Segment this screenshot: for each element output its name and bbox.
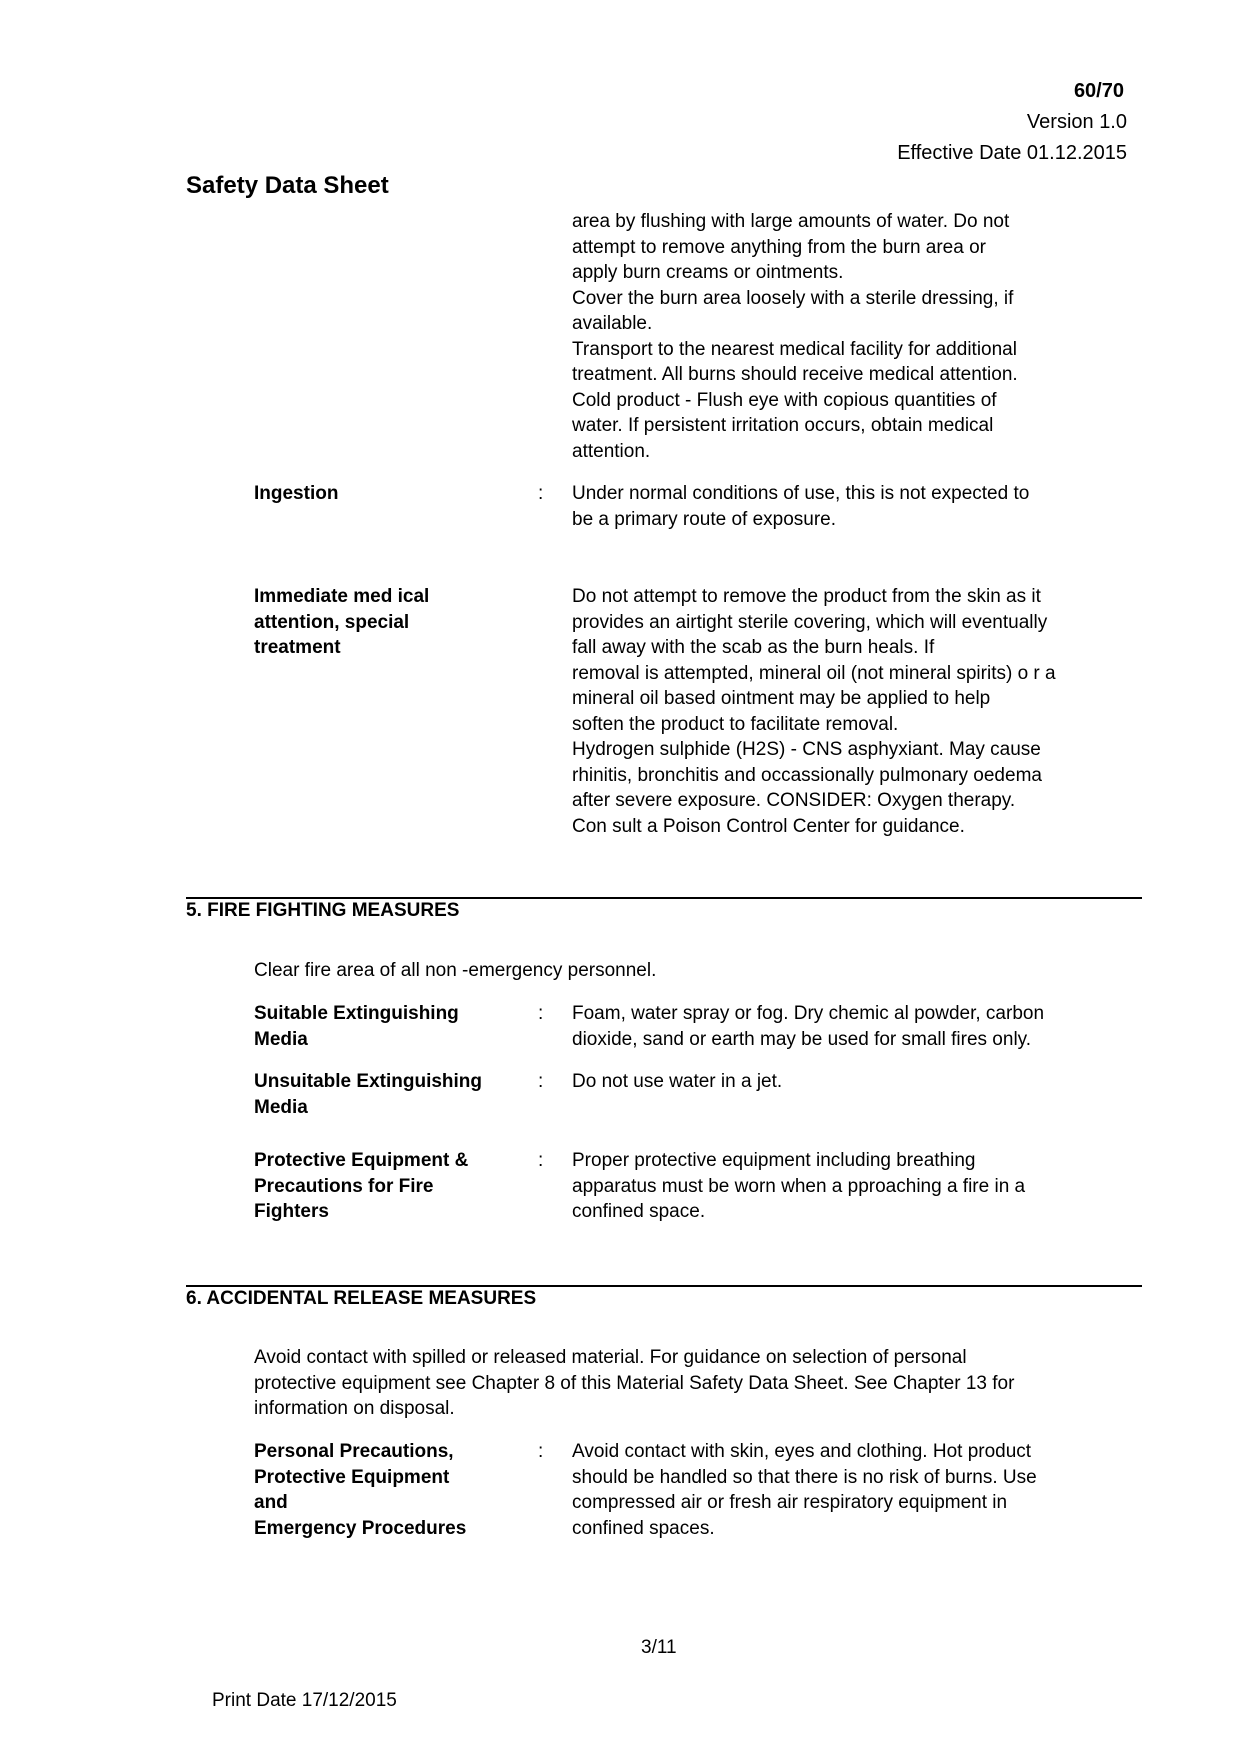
text-line: protective equipment see Chapter 8 of this Material Safety Data Sheet. See Chapter 13 for: [254, 1372, 1015, 1394]
text-line: Proper protective equipment including breathing: [572, 1150, 976, 1171]
label-line: Fighters: [254, 1201, 329, 1222]
text-line: compressed air or fresh air respiratory equipment in: [572, 1492, 1008, 1513]
page-number: 3/11: [641, 1637, 677, 1658]
text-line: available.: [572, 313, 653, 334]
text-line: be a primary route of exposure.: [572, 508, 837, 530]
section-6-title: 6. ACCIDENTAL RELEASE MEASURES: [186, 1288, 537, 1309]
text-line: Hydrogen sulphide (H2S) - CNS asphyxiant. May cause: [572, 739, 1041, 760]
label-line: treatment: [254, 637, 341, 658]
label-line: attention, special: [254, 611, 410, 633]
text-line: Cold product - Flush eye with copious quantities of: [572, 389, 997, 411]
text-line: Avoid contact with spilled or released material. For guidance on selection of personal: [254, 1347, 967, 1368]
text-line: provides an airtight sterile covering, which will eventually: [572, 611, 1048, 633]
ingestion-colon: :: [538, 483, 544, 504]
label-line: Protective Equipment: [254, 1466, 450, 1488]
text-line: soften the product to facilitate removal.: [572, 713, 899, 735]
text-line: should be handled so that there is no risk of burns. Use: [572, 1466, 1037, 1488]
protective-equipment-colon: :: [538, 1150, 544, 1171]
text-line: dioxide, sand or earth may be used for small fires only.: [572, 1028, 1032, 1050]
text-line: removal is attempted, mineral oil (not mineral spirits) o r a: [572, 662, 1056, 684]
document-title: Safety Data Sheet: [186, 172, 389, 199]
unsuitable-media-colon: :: [538, 1071, 544, 1092]
text-line: Do not use water in a jet.: [572, 1071, 783, 1092]
text-line: after severe exposure. CONSIDER: Oxygen therapy.: [572, 790, 1016, 811]
label-line: Unsuitable Extinguishing: [254, 1071, 483, 1092]
ingestion-text: [572, 481, 1152, 532]
text-line: Con sult a Poison Control Center for guidance.: [572, 815, 965, 837]
effective-date: Effective Date 01.12.2015: [897, 142, 1127, 164]
text-line: fall away with the scab as the burn heals. If: [572, 637, 935, 658]
label-line: and: [254, 1492, 288, 1513]
text-line: Cover the burn area loosely with a sterile dressing, if: [572, 287, 1014, 309]
suitable-media-label: [254, 1001, 524, 1052]
personal-precautions-label: [254, 1439, 524, 1541]
suitable-media-colon: :: [538, 1003, 544, 1024]
text-line: confined space.: [572, 1201, 706, 1222]
section-5-intro: [254, 958, 1134, 984]
section-5-rule: [186, 897, 1142, 899]
text-line: area by flushing with large amounts of water. Do not: [572, 211, 1010, 232]
print-date: Print Date 17/12/2015: [212, 1690, 397, 1711]
label-line: Protective Equipment &: [254, 1150, 469, 1171]
unsuitable-media-label: [254, 1069, 524, 1120]
label-line: Precautions for Fire: [254, 1175, 434, 1197]
text-line: Under normal conditions of use, this is not expected to: [572, 483, 1030, 504]
text-line: Avoid contact with skin, eyes and clothing. Hot product: [572, 1441, 1032, 1462]
text-line: water. If persistent irritation occurs, obtain medical: [572, 415, 994, 436]
continued-text: [572, 209, 1152, 464]
label-line: Media: [254, 1028, 308, 1050]
label-line: Media: [254, 1096, 308, 1118]
text-line: Transport to the nearest medical facility for additional: [572, 338, 1017, 360]
text-line: information on disposal.: [254, 1398, 455, 1419]
protective-equipment-text: [572, 1148, 1152, 1225]
personal-precautions-colon: :: [538, 1441, 544, 1462]
section-5-title: 5. FIRE FIGHTING MEASURES: [186, 900, 460, 921]
text-line: treatment. All burns should receive medical attention.: [572, 364, 1018, 385]
text-line: rhinitis, bronchitis and occassionally pulmonary oedema: [572, 764, 1042, 786]
label-line: Immediate med ical: [254, 586, 430, 607]
version: Version 1.0: [1026, 111, 1127, 133]
text-line: attention.: [572, 440, 651, 462]
text-line: Foam, water spray or fog. Dry chemic al powder, carbon: [572, 1003, 1045, 1024]
label-line: Suitable Extinguishing: [254, 1003, 459, 1024]
text-line: mineral oil based ointment may be applied to help: [572, 688, 991, 709]
text-line: Clear fire area of all non -emergency personnel.: [254, 960, 657, 981]
section-6-rule: [186, 1285, 1142, 1287]
immediate-medical-label: [254, 584, 524, 661]
page-code: 60/70: [1073, 80, 1124, 102]
text-line: Do not attempt to remove the product from the skin as it: [572, 586, 1041, 607]
label-line: Emergency Procedures: [254, 1517, 467, 1539]
section-6-intro: [254, 1345, 1134, 1422]
personal-precautions-text: [572, 1439, 1152, 1541]
text-line: confined spaces.: [572, 1517, 715, 1539]
text-line: attempt to remove anything from the burn area or: [572, 236, 986, 258]
protective-equipment-label: [254, 1148, 524, 1225]
text-line: apply burn creams or ointments.: [572, 262, 844, 283]
suitable-media-text: [572, 1001, 1152, 1052]
label-line: Personal Precautions,: [254, 1441, 454, 1462]
text-line: apparatus must be worn when a pproaching a fire in a: [572, 1175, 1026, 1197]
ingestion-label: Ingestion: [254, 483, 339, 504]
immediate-medical-text: [572, 584, 1152, 839]
unsuitable-media-text: [572, 1069, 1152, 1095]
